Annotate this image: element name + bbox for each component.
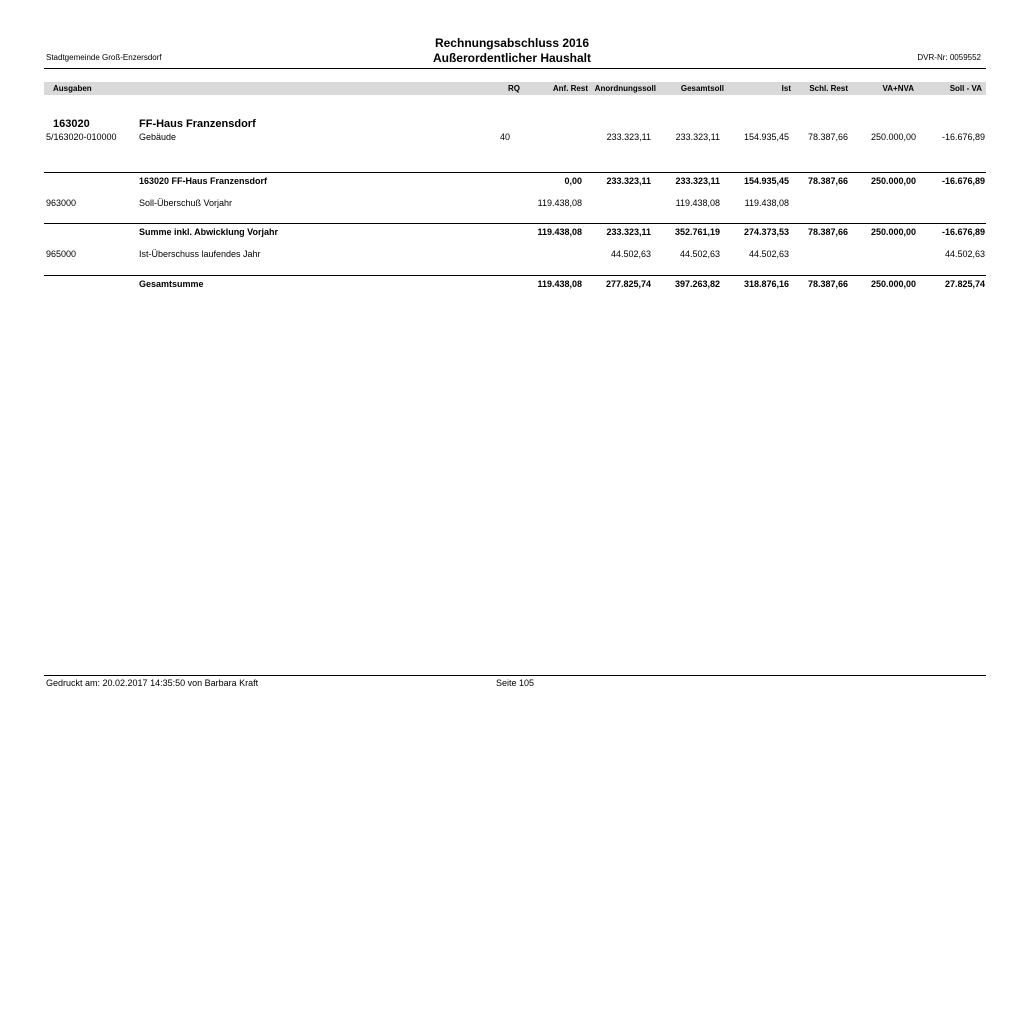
row-ist: 154.935,45 — [743, 176, 789, 186]
table-row — [0, 132, 1024, 144]
report-title: Rechnungsabschluss 2016 — [434, 36, 590, 50]
row-text: Gesamtsumme — [139, 279, 204, 289]
subtotal-divider — [44, 172, 986, 173]
row-code: 963000 — [46, 198, 77, 208]
row-anf-rest: 0,00 — [564, 176, 582, 186]
row-gesamtsoll: 352.761,19 — [674, 227, 720, 237]
row-text: Summe inkl. Abwicklung Vorjahr — [139, 227, 279, 237]
summe-divider — [44, 223, 986, 224]
column-header-ist: Ist — [781, 84, 791, 93]
column-header-anf-rest: Anf. Rest — [552, 84, 588, 93]
row-soll-va: -16.676,89 — [941, 132, 985, 142]
row-anordnungssoll: 233.323,11 — [606, 176, 651, 186]
row-va-nva: 250.000,00 — [870, 176, 916, 186]
row-va-nva: 250.000,00 — [870, 227, 916, 237]
gesamtsumme-divider — [44, 275, 986, 276]
row-gesamtsoll: 233.323,11 — [675, 176, 720, 186]
row-text: Gebäude — [139, 132, 177, 142]
report-subtitle: Außerordentlicher Haushalt — [432, 51, 592, 65]
row-anordnungssoll: 44.502,63 — [610, 249, 651, 259]
column-header-rq: RQ — [508, 84, 520, 93]
column-header-gesamtsoll: Gesamtsoll — [680, 84, 724, 93]
table-row — [0, 249, 1024, 261]
row-anf-rest: 119.438,08 — [537, 198, 582, 208]
row-anordnungssoll: 277.825,74 — [605, 279, 651, 289]
column-header-schl-rest: Schl. Rest — [809, 84, 848, 93]
section-number: 163020 — [53, 118, 90, 130]
footer-divider — [44, 675, 986, 676]
table-row — [0, 198, 1024, 210]
row-code: 965000 — [46, 249, 77, 259]
table-row — [0, 279, 1024, 291]
column-header-va-nva: VA+NVA — [882, 84, 914, 93]
table-row — [0, 227, 1024, 239]
column-header-bar — [44, 82, 986, 95]
row-va-nva: 250.000,00 — [870, 132, 916, 142]
row-schl-rest: 78.387,66 — [807, 227, 848, 237]
row-gesamtsoll: 233.323,11 — [675, 132, 720, 142]
municipality-name: Stadtgemeinde Groß-Enzersdorf — [46, 53, 162, 62]
dvr-number: DVR-Nr: 0059552 — [917, 53, 981, 62]
printed-info: Gedruckt am: 20.02.2017 14:35:50 von Barbara Kraft — [46, 678, 259, 688]
row-schl-rest: 78.387,66 — [807, 132, 848, 142]
page-number: Seite 105 — [496, 678, 535, 688]
row-gesamtsoll: 397.263,82 — [674, 279, 720, 289]
row-va-nva: 250.000,00 — [870, 279, 916, 289]
row-schl-rest: 78.387,66 — [807, 176, 848, 186]
row-anf-rest: 119.438,08 — [537, 279, 582, 289]
column-header-anordnungssoll: Anordnungssoll — [594, 84, 656, 93]
row-text: 163020 FF-Haus Franzensdorf — [139, 176, 268, 186]
row-ist: 44.502,63 — [748, 249, 789, 259]
row-ist: 274.373,53 — [743, 227, 789, 237]
row-anordnungssoll: 233.323,11 — [606, 132, 651, 142]
row-text: Soll-Überschuß Vorjahr — [139, 198, 233, 208]
row-soll-va: -16.676,89 — [941, 176, 985, 186]
row-ist: 318.876,16 — [743, 279, 789, 289]
row-gesamtsoll: 44.502,63 — [679, 249, 720, 259]
row-soll-va: -16.676,89 — [941, 227, 985, 237]
row-soll-va: 44.502,63 — [944, 249, 985, 259]
section-name: FF-Haus Franzensdorf — [139, 118, 256, 130]
column-header-ausgaben: Ausgaben — [53, 84, 92, 93]
row-code: 5/163020-010000 — [46, 132, 117, 142]
row-soll-va: 27.825,74 — [944, 279, 985, 289]
row-ist: 119.438,08 — [744, 198, 789, 208]
column-header-soll-va: Soll - VA — [949, 84, 982, 93]
row-ist: 154.935,45 — [743, 132, 789, 142]
row-anf-rest: 119.438,08 — [537, 227, 582, 237]
row-anordnungssoll: 233.323,11 — [606, 227, 651, 237]
row-gesamtsoll: 119.438,08 — [675, 198, 720, 208]
table-row — [0, 176, 1024, 188]
row-rq: 40 — [500, 132, 511, 142]
row-schl-rest: 78.387,66 — [807, 279, 848, 289]
header-divider — [44, 68, 986, 69]
row-text: Ist-Überschuss laufendes Jahr — [139, 249, 261, 259]
